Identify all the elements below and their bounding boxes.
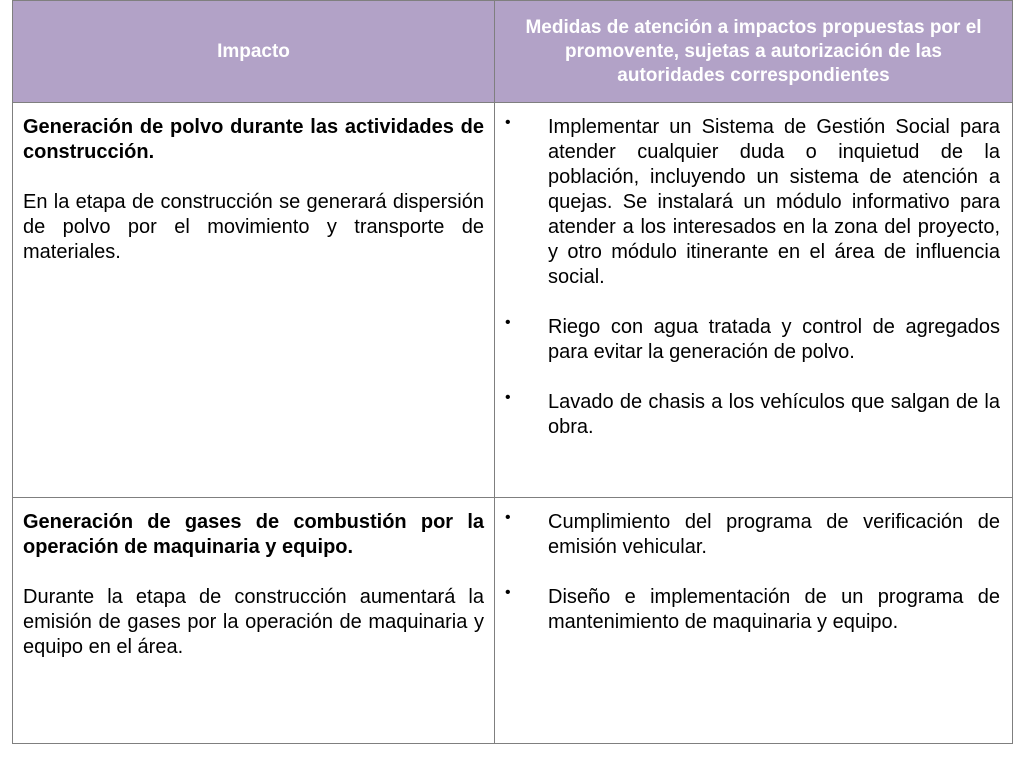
measure-text: Diseño e implementación de un programa de mantenimiento de maquinaria y equipo. bbox=[548, 586, 1000, 633]
table-row bbox=[13, 497, 1012, 743]
measure-text: Lavado de chasis a los vehículos que salgan de la obra. bbox=[548, 391, 1000, 438]
impact-title: Generación de gases de combustión por la operación de maquinaria y equipo. bbox=[23, 511, 484, 558]
measure-item bbox=[505, 585, 1000, 635]
measure-item bbox=[505, 315, 1000, 365]
impact-cell bbox=[13, 498, 495, 743]
measure-text: Riego con agua tratada y control de agregados para evitar la generación de polvo. bbox=[548, 316, 1000, 363]
table-header-row bbox=[13, 1, 1012, 102]
header-impact: Impacto bbox=[13, 1, 495, 102]
header-measures: Medidas de atención a impactos propuestas por el promovente, sujetas a autorización de las autoridades correspondientes bbox=[525, 16, 982, 86]
impact-description: Durante la etapa de construcción aumentará la emisión de gases por la operación de maquinaria y equipo en el área. bbox=[23, 586, 484, 658]
impact-description: En la etapa de construcción se generará dispersión de polvo por el movimiento y transporte de materiales. bbox=[23, 191, 484, 263]
impact-cell bbox=[13, 103, 495, 497]
measure-item bbox=[505, 510, 1000, 560]
bullet-icon: • bbox=[505, 389, 511, 406]
measure-item bbox=[505, 115, 1000, 290]
bullet-icon: • bbox=[505, 509, 511, 526]
bullet-icon: • bbox=[505, 584, 511, 601]
bullet-icon: • bbox=[505, 314, 511, 331]
measure-text: Cumplimiento del programa de verificación de emisión vehicular. bbox=[548, 511, 1000, 558]
table-row bbox=[13, 102, 1012, 497]
impact-title: Generación de polvo durante las actividades de construcción. bbox=[23, 116, 484, 163]
impact-measures-table bbox=[12, 0, 1013, 744]
measure-text: Implementar un Sistema de Gestión Social para atender cualquier duda o inquietud de la población, incluyendo un sistema de atención a quejas. Se instalará un módulo informativo para atender a los interesados en la zona del proyecto, y otro módulo itinerante en el área de influencia social. bbox=[548, 116, 1000, 288]
measures-cell bbox=[495, 498, 1012, 743]
bullet-icon: • bbox=[505, 114, 511, 131]
measures-cell bbox=[495, 103, 1012, 497]
measure-item bbox=[505, 390, 1000, 440]
